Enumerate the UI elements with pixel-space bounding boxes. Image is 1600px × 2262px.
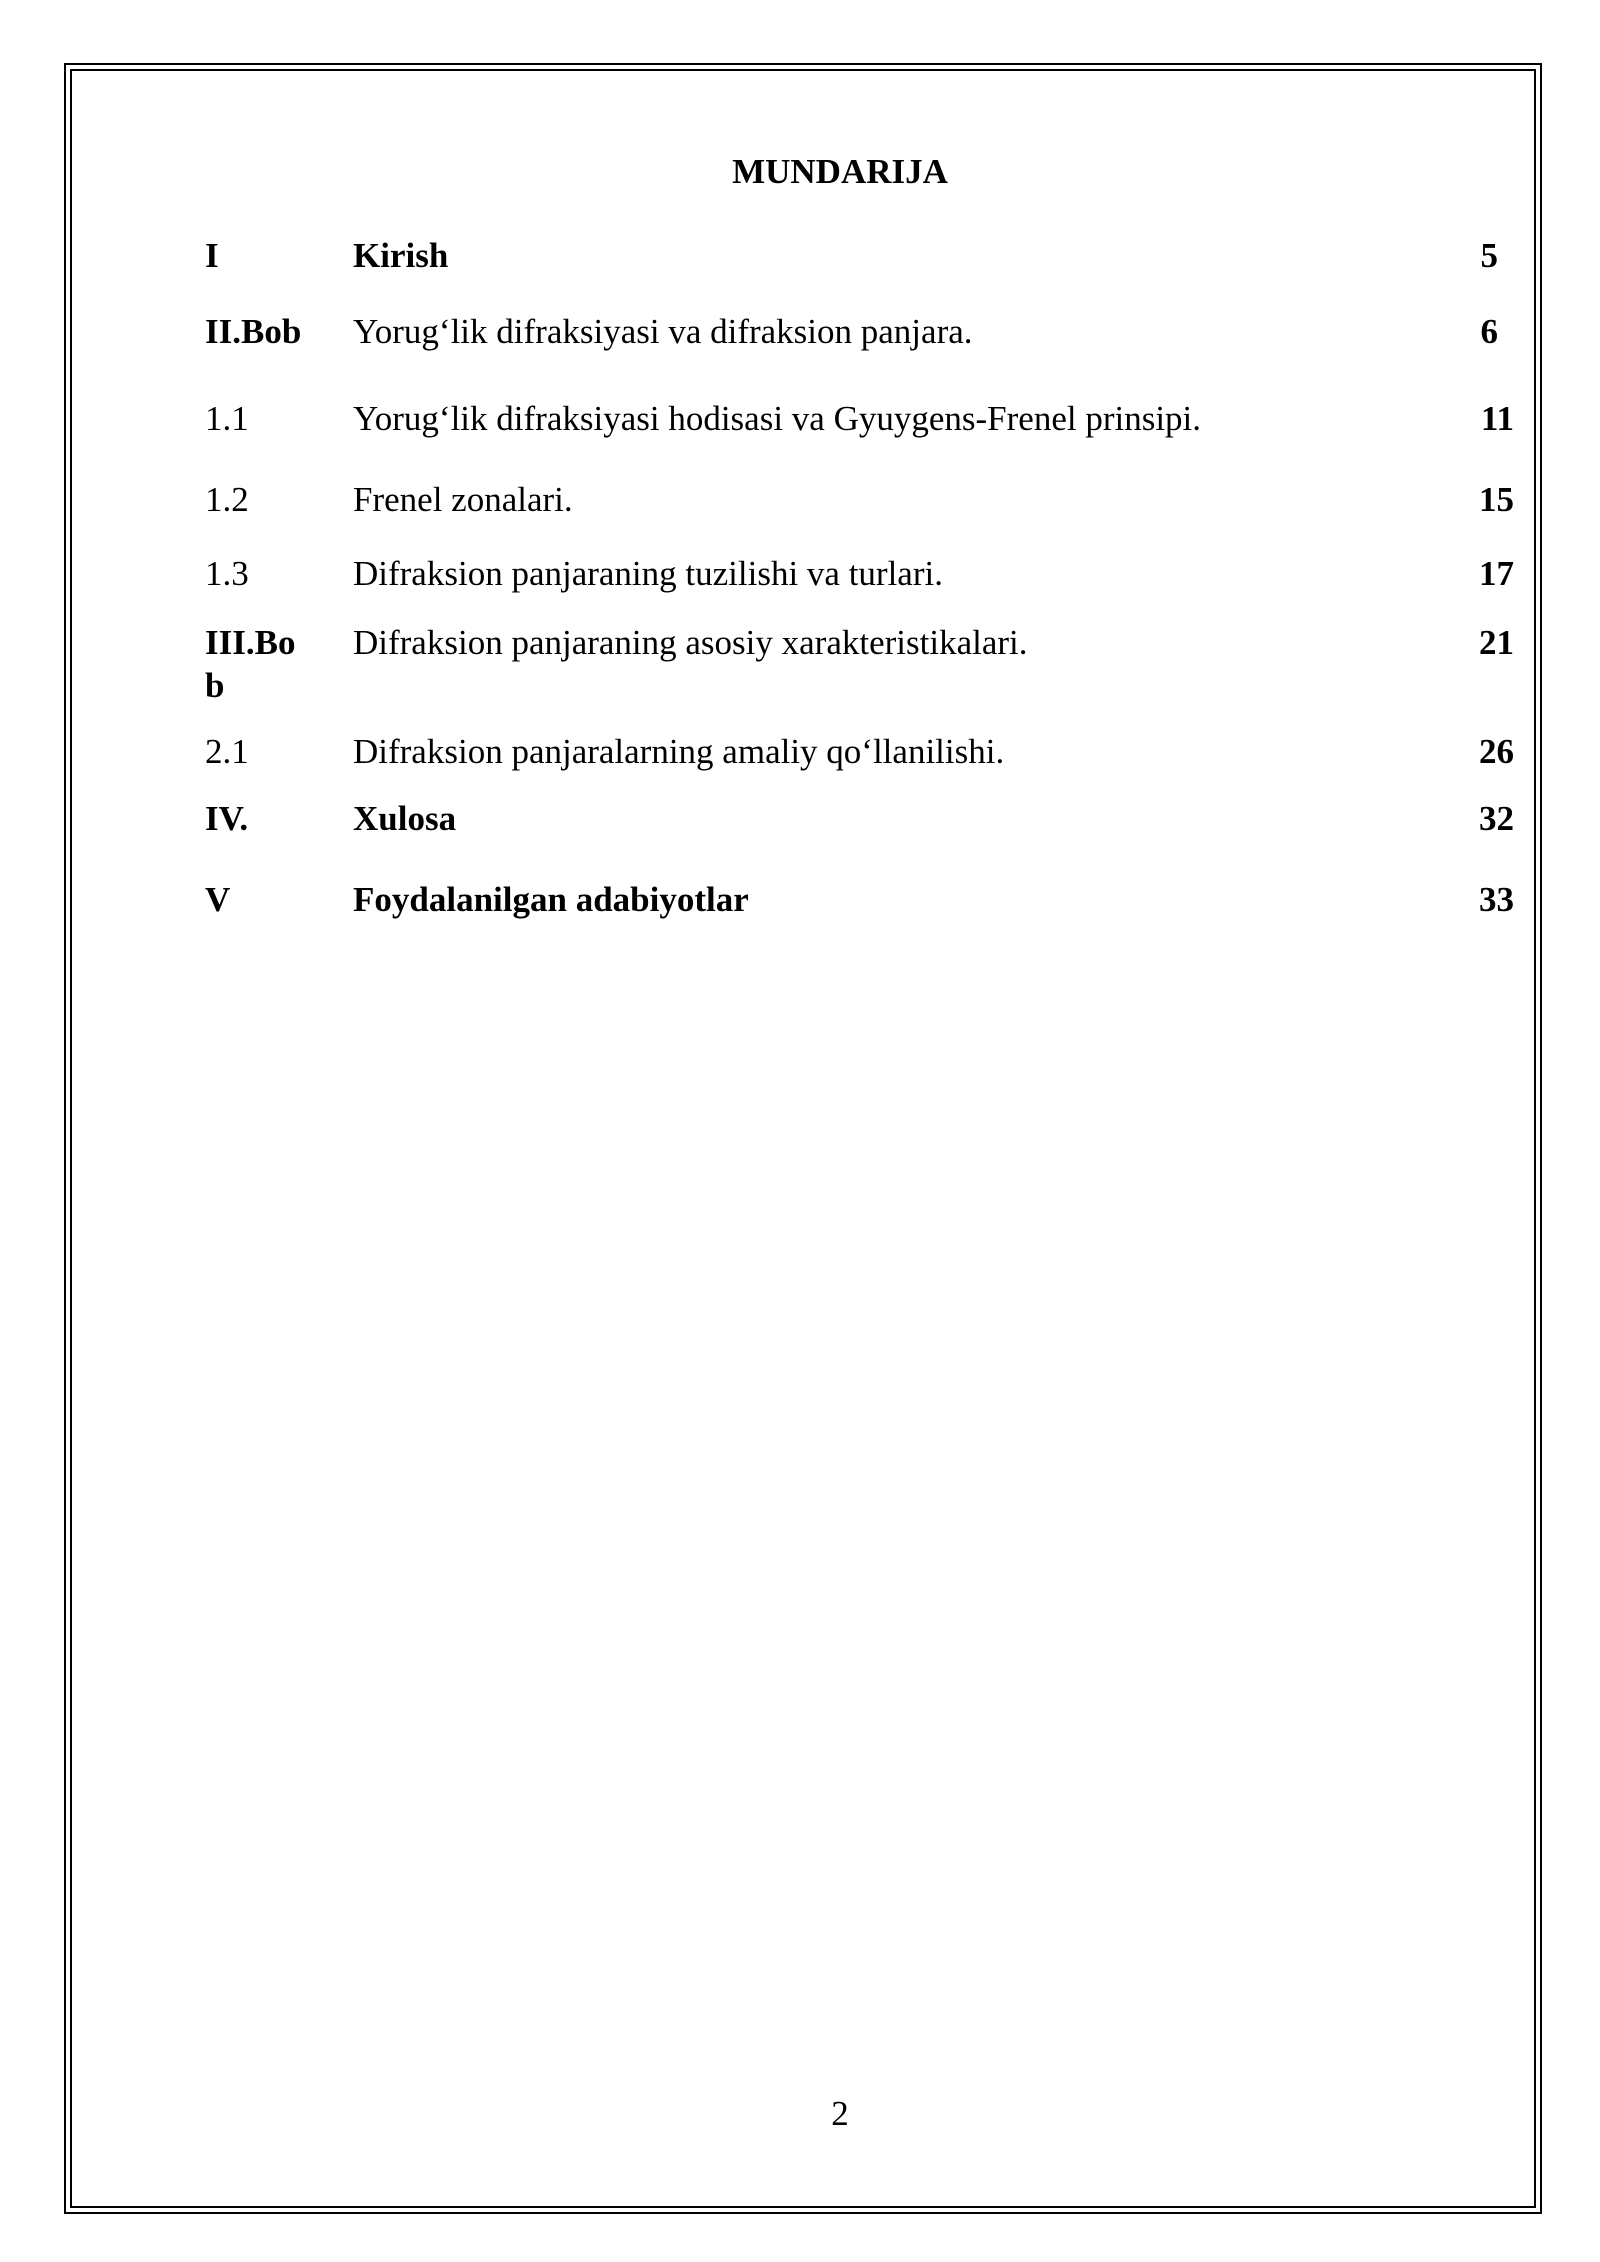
toc-row-page: 26 xyxy=(1479,732,1514,771)
toc-row-introduction[interactable] xyxy=(0,234,1600,314)
toc-row-chapter-3[interactable] xyxy=(0,621,1600,711)
toc-row-title: Difraksion panjaraning tuzilishi va turlari. xyxy=(353,554,943,593)
toc-row-page: 6 xyxy=(1480,312,1498,351)
toc-row-number: I xyxy=(205,236,219,275)
toc-row-title: Difraksion panjaraning asosiy xarakteristikalari. xyxy=(353,623,1028,662)
toc-row-title: Kirish xyxy=(353,236,449,275)
toc-row-title: Frenel zonalari. xyxy=(353,480,573,519)
toc-row-references[interactable] xyxy=(0,878,1600,958)
toc-row-page: 32 xyxy=(1479,799,1514,838)
toc-row-number: 1.3 xyxy=(205,554,249,593)
toc-row-conclusion[interactable] xyxy=(0,797,1600,877)
toc-row-section-1-3[interactable] xyxy=(0,552,1600,632)
toc-row-title: Yorug‘lik difraksiyasi va difraksion panjara. xyxy=(353,312,973,351)
toc-row-number: II.Bob xyxy=(205,312,302,351)
toc-row-title: Foydalanilgan adabiyotlar xyxy=(353,880,749,919)
toc-row-number: III.Bob xyxy=(205,623,296,705)
toc-row-title: Difraksion panjaralarning amaliy qo‘llanilishi. xyxy=(353,732,1005,771)
toc-row-title: Yorug‘lik difraksiyasi hodisasi va Gyuygens-Frenel prinsipi. xyxy=(353,399,1202,438)
toc-row-number: 1.2 xyxy=(205,480,249,519)
toc-row-page: 21 xyxy=(1479,623,1514,662)
toc-row-page: 33 xyxy=(1479,880,1514,919)
page-number: 2 xyxy=(831,2094,849,2133)
toc-row-number: 2.1 xyxy=(205,732,249,771)
toc-row-number: IV. xyxy=(205,799,249,838)
toc-row-page: 11 xyxy=(1480,399,1514,438)
toc-row-number: V xyxy=(205,880,231,919)
toc-row-page: 15 xyxy=(1479,480,1514,519)
toc-row-page: 17 xyxy=(1479,554,1514,593)
toc-row-chapter-2[interactable] xyxy=(0,310,1600,390)
toc-row-number: 1.1 xyxy=(205,399,249,438)
toc-row-section-1-1[interactable] xyxy=(0,397,1600,477)
toc-row-page: 5 xyxy=(1480,236,1498,275)
page-title: MUNDARIJA xyxy=(732,152,948,191)
toc-row-section-1-2[interactable] xyxy=(0,478,1600,558)
toc-row-title: Xulosa xyxy=(353,799,457,838)
